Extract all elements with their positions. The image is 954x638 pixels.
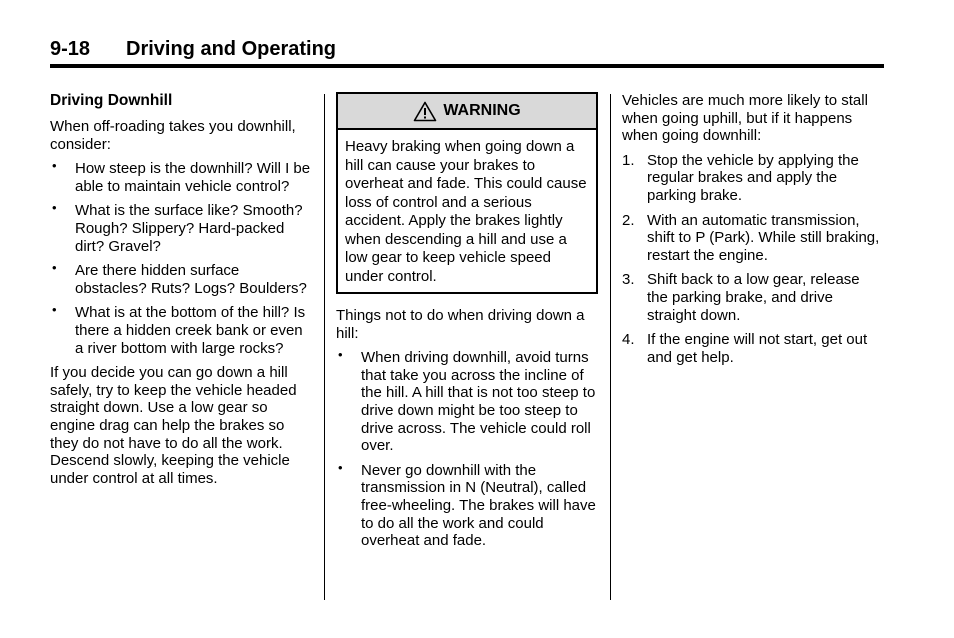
- warning-label: WARNING: [443, 102, 521, 120]
- considerations-list: [50, 160, 312, 357]
- page-number: 9-18: [50, 38, 91, 60]
- column-2: [336, 92, 598, 557]
- stall-steps-list: [622, 152, 884, 367]
- list-item: • Never go downhill with the transmission in N (Neutral), called free-wheeling. The brakes will have to do all the work and could overheat and fade.: [338, 459, 596, 550]
- bullet-icon: •: [52, 200, 57, 216]
- list-item: • When driving downhill, avoid turns that take you across the incline of the hill. A hill that is not too steep to drive down might be too steep to drive across. The vehicle could roll over.: [338, 347, 596, 455]
- list-item: 1. Stop the vehicle by applying the regular brakes and apply the parking brake.: [622, 151, 859, 204]
- step-number: 1.: [622, 151, 635, 169]
- column-3: [622, 92, 884, 373]
- intro-paragraph: Things not to do when driving down a hill:: [336, 307, 585, 342]
- list-item: 2. With an automatic transmission, shift to P (Park). While still braking, restart the engine.: [622, 211, 880, 264]
- list-item: 3. Shift back to a low gear, release the parking brake, and drive straight down.: [622, 271, 860, 324]
- column-divider-2: [610, 94, 611, 600]
- warning-box: [336, 92, 598, 294]
- list-item: • What is the surface like? Smooth? Rough? Slippery? Hard-packed dirt? Gravel?: [52, 200, 303, 255]
- bullet-icon: •: [52, 302, 57, 318]
- column-divider-1: [324, 94, 325, 600]
- list-item: 4. If the engine will not start, get out and get help.: [622, 331, 868, 366]
- closing-paragraph: If you decide you can go down a hill safely, try to keep the vehicle headed straight down. Use a low gear so engine drag can help the brakes so they do not have to do all the work. Descend slowly, keeping the vehicle under control at all times.: [50, 364, 297, 487]
- warning-header: [338, 94, 596, 130]
- avoid-list: [336, 349, 598, 550]
- warning-text: Heavy braking when going down a hill can cause your brakes to overheat and fade. This could cause loss of control and a serious accident. Apply the brakes lightly when descending a hill and use a low gear to keep vehicle speed under control.: [345, 138, 587, 285]
- column-1: [50, 92, 312, 494]
- step-number: 4.: [622, 331, 635, 349]
- section-heading: Driving Downhill: [50, 92, 173, 109]
- step-number: 3.: [622, 271, 635, 289]
- warning-triangle-icon: [413, 101, 437, 122]
- intro-paragraph: Vehicles are much more likely to stall when going uphill, but if it happens when going downhill:: [622, 92, 868, 145]
- bullet-icon: •: [52, 158, 57, 174]
- bullet-icon: •: [338, 347, 343, 363]
- section-title: Driving and Operating: [126, 38, 337, 60]
- bullet-icon: •: [52, 260, 57, 276]
- list-item: • Are there hidden surface obstacles? Ruts? Logs? Boulders?: [52, 260, 307, 297]
- page-header: [50, 38, 884, 68]
- bullet-icon: •: [338, 459, 343, 475]
- step-number: 2.: [622, 211, 635, 229]
- intro-paragraph: When off-roading takes you downhill, consider:: [50, 118, 296, 153]
- list-item: • How steep is the downhill? Will I be able to maintain vehicle control?: [52, 158, 311, 195]
- list-item: • What is at the bottom of the hill? Is there a hidden creek bank or even a river bottom with large rocks?: [52, 302, 306, 357]
